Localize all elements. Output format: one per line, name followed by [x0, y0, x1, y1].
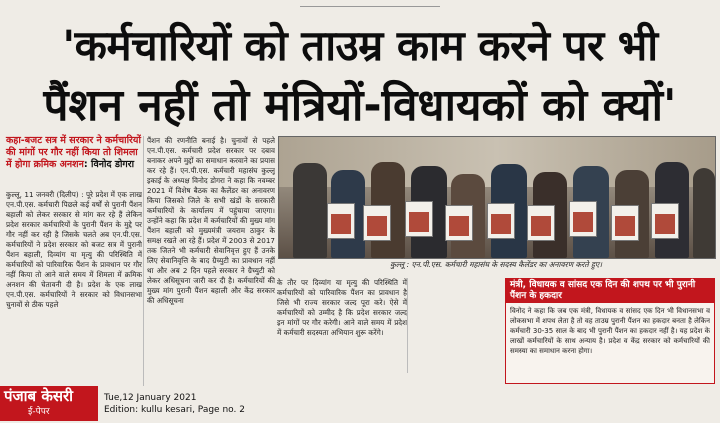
photo-caption: कुल्लू : एन.पी.एस. कर्मचारी महासंघ के सदस्य कैलेंडर का अनावरण करते हुए। [389, 260, 602, 269]
masthead-subtitle: ई-पेपर [28, 407, 50, 417]
news-photo [278, 136, 716, 259]
edition-info: Edition: kullu kesari, Page no. 2 [104, 405, 245, 415]
masthead-name: पंजाब केसरी [4, 387, 74, 405]
headline-line-1: 'कर्मचारियों को ताउम्र काम करने पर भी [62, 21, 658, 70]
calendar-poster [569, 201, 597, 237]
masthead-logo [0, 386, 98, 421]
sub-headline-text: कहा-बजट सत्र में सरकार ने कर्मचारियों की मांगों पर गौर नहीं किया तो शिमला में होगा क्रमिक अनशन [6, 135, 141, 170]
sub-headline-byline: : विनोद डोगरा [83, 159, 135, 170]
calendar-poster [527, 205, 555, 241]
calendar-poster [487, 203, 515, 239]
calendar-poster [327, 203, 355, 239]
photo-person [693, 168, 715, 258]
article-column-1: कुल्लू, 11 जनवरी (दिलीप) : पूरे प्रदेश में एक लाख एन.पी.एस. कर्मचारी पिछले कई वर्षों से पुरानी पैंशन बहाली को लेकर सरकार से मांग कर रहे हैं लेकिन प्रदेश सरकार कर्मचारियों के पुरानी पैंशन के मुद्दे पर गौर नहीं कर रही है जिसके चलते अब एन.पी.एस. कर्मचारियों ने प्रदेश सरकार को बजट सत्र में पुरानी पैंशन बहाली, दिव्यांग या मृत्यु की परिस्थिति में कर्मचारियों को पारिवारिक पैंशन के प्रावधान पर गौर नहीं किया तो आने वाले समय में शिमला में क्रमिक अनशन की चेतावनी दी है। प्रदेश के एक लाख एन.पी.एस. कर्मचारियों ने सरकार को विधानसभा चुनावों से ठीक पहले [6, 190, 142, 309]
top-rule [300, 0, 440, 7]
article-column-3: के तौर पर दिव्यांग या मृत्यु की परिस्थिति में कर्मचारियों को पारिवारिक पैंशन का प्रावधान है जिसे भी राज्य सरकार जल्द पूरा करे। ऐसे में कर्मचारियों को उम्मीद है कि प्रदेश सरकार जल्द इन मांगों पर गौर करेगी। आने वाले समय में प्रदेश में कर्मचारी सदस्यता अभियान शुरू करेंगे। [277, 278, 407, 337]
side-box [505, 278, 715, 384]
side-box-text: विनोद ने कहा कि जब एक मंत्री, विधायक व सांसद एक दिन भी विधानसभा व लोकसभा में शपथ लेता है तो वह ताउम्र पुरानी पैंशन का हकदार बनता है लेकिन कर्मचारी 30-35 साल के बाद भी पुरानी पैंशन का हकदार नहीं है। यह प्रदेश के लाखों कर्मचारियों के साथ अन्याय है। प्रदेश व केंद्र सरकार को कर्मचारियों की समस्या का समाधान करना होगा। [510, 307, 710, 355]
headline-line-2: पैंशन नहीं तो मंत्रियों-विधायकों को क्यों' [43, 80, 677, 131]
side-box-heading: मंत्री, विधायक व सांसद एक दिन की शपथ पर भी पुरानी पैंशन के हकदार [506, 279, 714, 303]
article-column-2: पैंशन की रणनीति बनाई है। चुनावों से पहले एन.पी.एस. कर्मचारी प्रदेश सरकार पर दबाव बनाकर अपने मुद्दों का समाधान करवाने का प्रयास कर रहे हैं। एन.पी.एस. कर्मचारी महासंघ कुल्लू इकाई के अध्यक्ष विनोद डोगरा ने कहा कि नवम्बर 2021 में विशेष बैठक का कैलेंडर का अनावरण किया जिसको जिले के सभी खंडों के सरकारी कर्मचारियों के कार्यालय में पहुंचाया जाएगा। उन्होंने कहा कि प्रदेश में कर्मचारियों की मुख्य मांग पैंशन बहाली को मुख्यमंत्री जयराम ठाकुर के समक्ष रखते आ रहे हैं। प्रदेश में 2003 से 2017 तक जितने भी कर्मचारी सेवानिवृत्त हुए हैं उनके लिए सेवानिवृत्ति के बाद ग्रैच्युटी का प्रावधान नहीं था और अब 2 दिन पहले सरकार ने ग्रैच्युटी को लेकर अधिसूचना जारी कर दी है। कर्मचारियों की मुख्य मांग पुरानी पैंशन बहाली और केंद्र सरकार की अधिसूचना [147, 136, 275, 305]
sub-headline [6, 135, 142, 171]
column-divider [407, 278, 408, 373]
calendar-poster [611, 205, 639, 241]
calendar-poster [445, 205, 473, 241]
calendar-poster [651, 203, 679, 239]
column-divider [143, 136, 144, 386]
publication-date: Tue,12 January 2021 [104, 393, 197, 403]
calendar-poster [363, 205, 391, 241]
calendar-poster [405, 201, 433, 237]
photo-person [293, 163, 327, 258]
